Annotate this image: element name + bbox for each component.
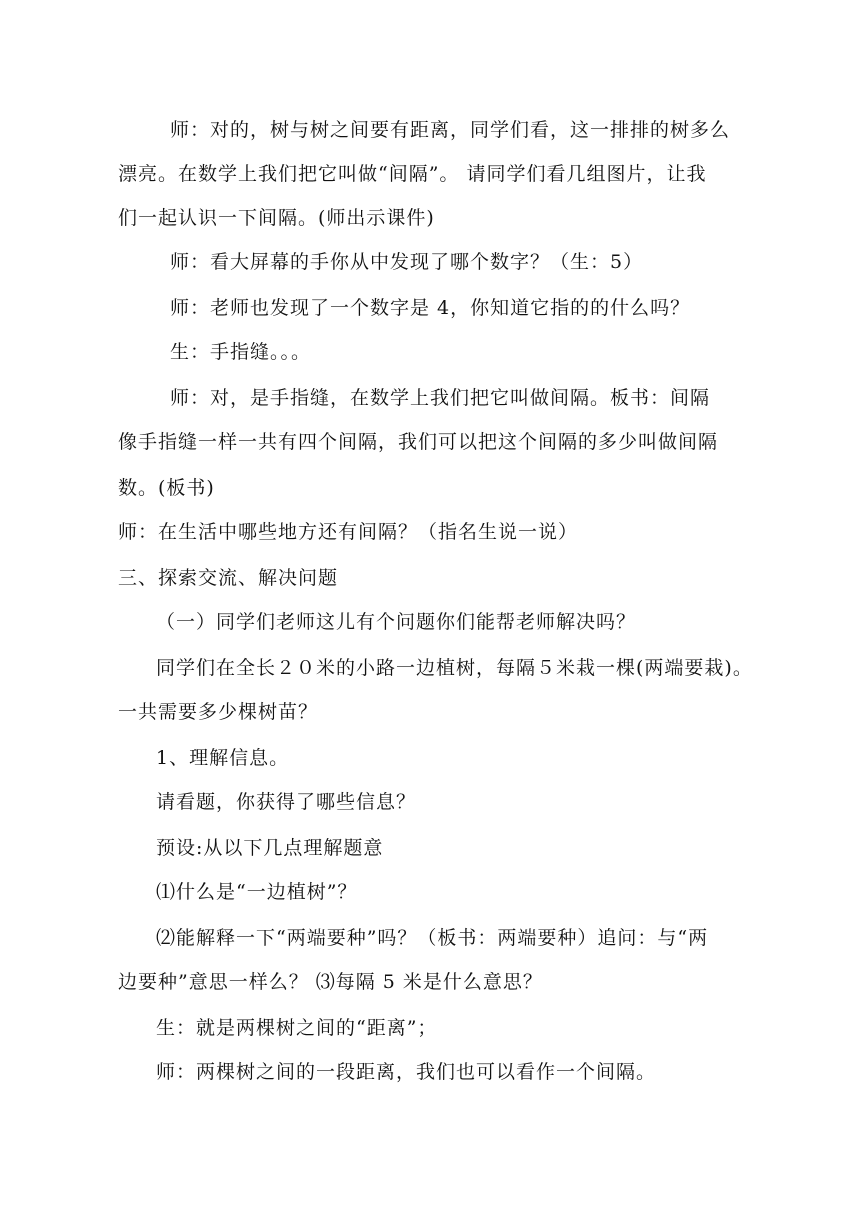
- paragraph-line: 1、理解信息。: [156, 747, 290, 769]
- paragraph-line: 师：在生活中哪些地方还有间隔？（指名生说一说）: [118, 521, 579, 543]
- paragraph-line: 师：对的，树与树之间要有距离，同学们看，这一排排的树多么: [170, 119, 731, 141]
- paragraph-line: 一共需要多少棵树苗？: [118, 701, 319, 723]
- paragraph-line: 师：两棵树之间的一段距离，我们也可以看作一个间隔。: [156, 1061, 657, 1083]
- paragraph-line: 生：就是两棵树之间的“距离”；: [156, 1017, 438, 1039]
- paragraph-line: 师：对，是手指缝，在数学上我们把它叫做间隔。板书：间隔: [170, 387, 711, 409]
- section-heading: 三、探索交流、解决问题: [118, 567, 339, 589]
- paragraph-line: 预设:从以下几点理解题意: [156, 837, 384, 859]
- paragraph-line: 师：看大屏幕的手你从中发现了哪个数字？（生：5）: [170, 251, 644, 273]
- paragraph-line: ⑵能解释一下“两端要种”吗？（板书：两端要种）追问：与“两: [156, 927, 709, 949]
- paragraph-line: 漂亮。在数学上我们把它叫做“间隔”。 请同学们看几组图片，让我: [118, 163, 707, 185]
- paragraph-line: （一）同学们老师这儿有个问题你们能帮老师解决吗？: [156, 611, 637, 633]
- paragraph-line: 们一起认识一下间隔。(师出示课件): [118, 207, 435, 229]
- paragraph-line: 同学们在全长２０米的小路一边植树，每隔５米栽一棵(两端要栽)。: [156, 657, 753, 679]
- paragraph-line: 边要种”意思一样么？ ⑶每隔 5 米是什么意思？: [118, 971, 543, 993]
- paragraph-line: 师：老师也发现了一个数字是 4，你知道它指的的什么吗？: [170, 297, 691, 319]
- paragraph-line: 生：手指缝。。。: [170, 341, 312, 363]
- paragraph-line: 请看题，你获得了哪些信息？: [156, 791, 417, 813]
- paragraph-line: 数。(板书): [118, 477, 215, 499]
- paragraph-line: 像手指缝一样一共有四个间隔，我们可以把这个间隔的多少叫做间隔: [118, 431, 719, 453]
- paragraph-line: ⑴什么是“一边植树”？: [156, 881, 358, 903]
